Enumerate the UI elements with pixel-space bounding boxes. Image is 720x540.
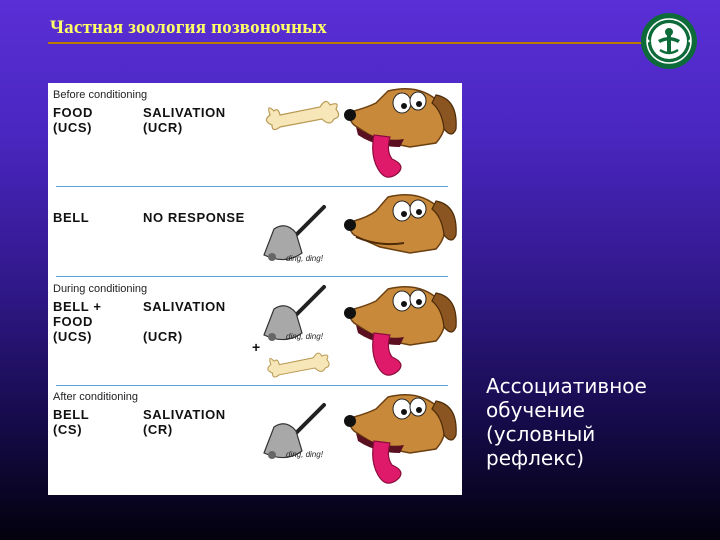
response-label: SALIVATION (CR): [143, 407, 226, 437]
response-label: SALIVATION (UCR): [143, 299, 226, 344]
dog-salivating-icon: [340, 391, 460, 491]
dog-neutral-icon: [340, 191, 460, 271]
section-title-after: After conditioning: [53, 391, 138, 403]
page-title: Частная зоология позвоночных: [50, 17, 327, 38]
conditioning-diagram: [48, 83, 462, 495]
section-divider: [56, 186, 448, 187]
bone-icon: [258, 351, 338, 385]
response-label: SALIVATION (UCR): [143, 105, 226, 135]
dog-salivating-icon: [340, 85, 460, 185]
section-title-during: During conditioning: [53, 283, 148, 295]
logo-emblem-icon: [640, 12, 698, 70]
section-divider: [56, 385, 448, 386]
bell-sound-text: ding, ding!: [286, 254, 323, 263]
header-rule: [48, 42, 650, 44]
stimulus-label: BELL + FOOD (UCS): [53, 299, 102, 344]
bell-sound-text: ding, ding!: [286, 332, 323, 341]
dog-salivating-icon: [340, 283, 460, 383]
section-title-before: Before conditioning: [53, 89, 148, 101]
stimulus-label: FOOD (UCS): [53, 105, 93, 135]
bell-sound-text: ding, ding!: [286, 450, 323, 459]
slide-caption: Ассоциативное обучение (условный рефлекс): [486, 374, 647, 470]
stimulus-label: BELL (CS): [53, 407, 90, 437]
stimulus-label: BELL: [53, 210, 90, 225]
section-divider: [56, 276, 448, 277]
plus-sign: +: [252, 339, 261, 355]
bone-icon: [260, 99, 344, 139]
response-label: NO RESPONSE: [143, 210, 245, 225]
